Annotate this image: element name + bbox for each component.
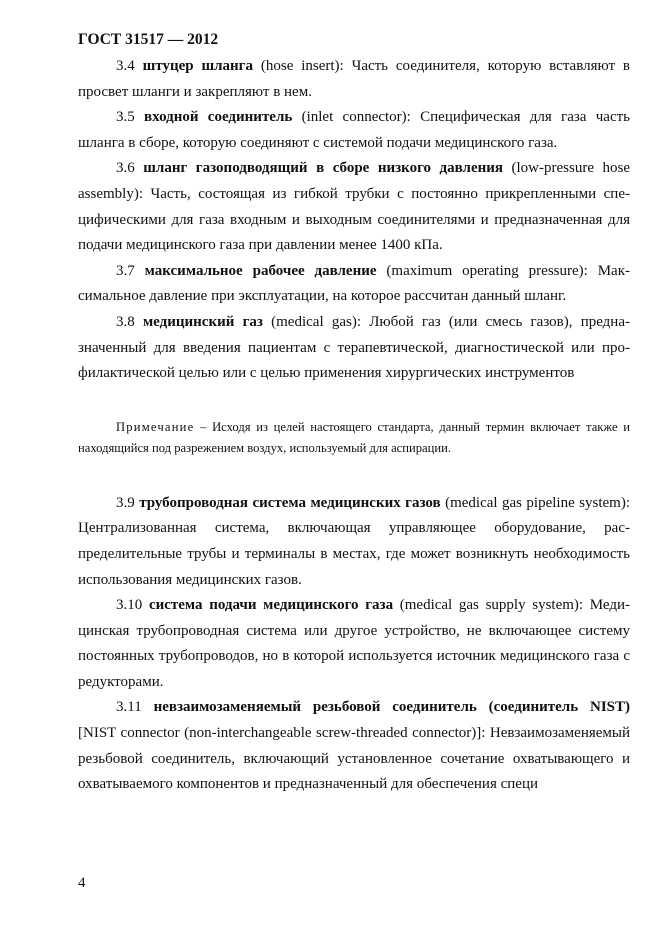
term-name: система подачи медицинского газа [148,597,394,614]
note-text: – Исходя из целей настоящего стандарта, данный термин включает также и находящийся под разрежением воздух, используемый для аспирации. [78,419,630,455]
term-3-11 [78,695,630,797]
term-3-9 [78,491,630,593]
term-name: входной соединитель [144,109,293,126]
term-name: максимальное рабочее давление [144,262,377,279]
term-definition: (maximum operating pressure): Максимальное давление при эксплуатации, на которое рассчитан данный шланг. [78,262,630,305]
document-page [78,30,630,798]
term-definition: (medical gas pipeline system): Централизованная система, включающая управляющее оборудование, распределительные трубы и терминалы в местах, где может возникнуть необходимость использования медицинских газов. [78,494,630,588]
page-number: 4 [78,875,86,891]
note-label: Примечание [116,419,195,434]
term-number: 3.4 [116,58,135,74]
term-name: невзаимозаменяемый резьбовой соединитель (соединитель NIST) [153,699,631,716]
term-name: медицинский газ [142,313,263,330]
term-number: 3.10 [116,597,143,614]
term-number: 3.8 [116,313,135,330]
term-name: шланг газоподводящий в сборе низкого давления [143,160,504,177]
term-number: 3.5 [116,109,135,126]
term-name: штуцер шланга [142,58,253,74]
term-3-6 [78,156,630,258]
term-definition: (low-pressure hose assembly): Часть, состоящая из гибкой трубки с постоянно прикрепленными специфическими для газа входным и выходным соединителями и предназначенная для подачи медицинского газа при давлении менее 1400 кПа. [78,160,630,254]
term-name: трубопроводная система медицинских газов [139,494,441,511]
term-number: 3.7 [116,262,135,279]
term-3-7 [78,259,630,310]
term-definition: (medical gas supply system): Медицинская трубопроводная система или другое устройство, не включающее систему постоянных трубопроводов, но в которой используется источник медицинского газа с редукторами. [78,597,631,690]
term-3-8 [78,310,630,387]
term-number: 3.11 [116,699,142,716]
term-definition: (inlet connector): Специфическая для газа часть шланга в сборе, которую соединяют с системой подачи медицинского газа. [78,109,630,151]
term-definition: [NIST connector (non-interchangeable screw-threaded connector)]: Невзаимозаменяемый резьбовой соединитель, включающий установленное сочетание охватывающего и охватываемого компонентов и предназначенный для обеспечения специ [78,725,630,793]
term-number: 3.6 [116,160,135,177]
term-definition: (hose insert): Часть соединителя, которую вставляют в просвет шланги и закрепляют в нем. [78,58,630,100]
standard-header: ГОСТ 31517 — 2012 [78,31,219,48]
term-definition: (medical gas): Любой газ (или смесь газов), предназначенный для введения пациентам с терапевтической, диагностической или профилактической целью или с целью применения хирургических инструментов [78,313,630,382]
term-3-4 [78,54,630,105]
note [78,417,630,459]
term-3-5 [78,105,630,156]
term-3-10 [78,593,630,695]
term-number: 3.9 [116,494,135,511]
